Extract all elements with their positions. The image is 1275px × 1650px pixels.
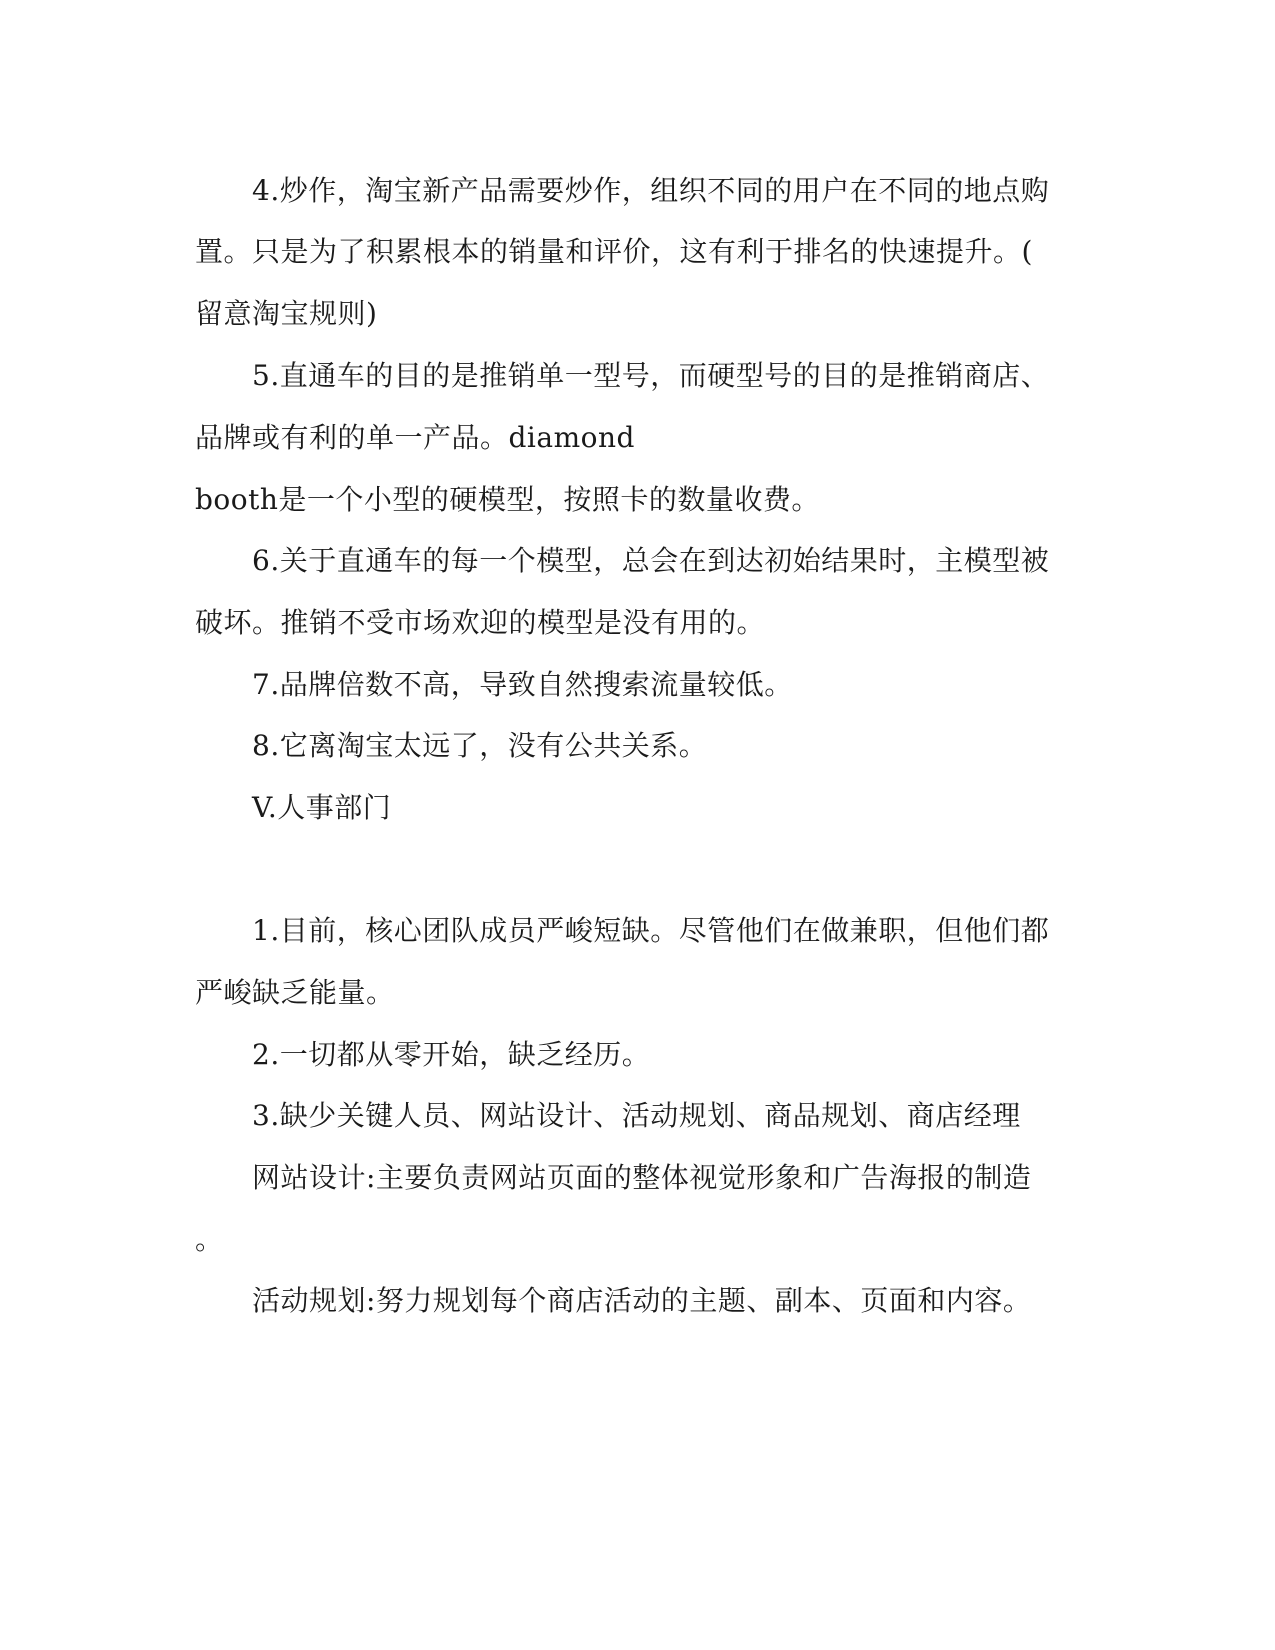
- paragraph-4-line-3: 留意淘宝规则): [195, 297, 378, 330]
- paragraph-6-line-2: 破坏。推销不受市场欢迎的模型是没有用的。: [195, 606, 766, 639]
- web-design-line-2: 。: [195, 1223, 224, 1256]
- web-design-line-1: 网站设计:主要负责网站页面的整体视觉形象和广告海报的制造: [252, 1161, 1032, 1194]
- paragraph-5-line-3: booth是一个小型的硬模型，按照卡的数量收费。: [195, 483, 820, 516]
- paragraph-5-line-2: 品牌或有利的单一产品。diamond: [195, 421, 635, 454]
- paragraph-6-line-1: 6.关于直通车的每一个模型，总会在到达初始结果时，主模型被: [252, 544, 1050, 577]
- paragraph-4-line-1: 4.炒作，淘宝新产品需要炒作，组织不同的用户在不同的地点购: [252, 174, 1050, 207]
- hr-item-1-line-2: 严峻缺乏能量。: [195, 976, 395, 1009]
- activity-planning: 活动规划:努力规划每个商店活动的主题、副本、页面和内容。: [252, 1284, 1032, 1317]
- paragraph-5-line-1: 5.直通车的目的是推销单一型号，而硬型号的目的是推销商店、: [252, 359, 1050, 392]
- section-heading-hr: V.人事部门: [252, 791, 392, 824]
- paragraph-4-line-2: 置。只是为了积累根本的销量和评价，这有利于排名的快速提升。(: [195, 235, 1033, 268]
- hr-item-1-line-1: 1.目前，核心团队成员严峻短缺。尽管他们在做兼职，但他们都: [252, 914, 1050, 947]
- hr-item-2: 2.一切都从零开始，缺乏经历。: [252, 1038, 651, 1071]
- paragraph-8: 8.它离淘宝太远了，没有公共关系。: [252, 729, 708, 762]
- hr-item-3: 3.缺少关键人员、网站设计、活动规划、商品规划、商店经理: [252, 1099, 1021, 1132]
- paragraph-7: 7.品牌倍数不高，导致自然搜索流量较低。: [252, 668, 793, 701]
